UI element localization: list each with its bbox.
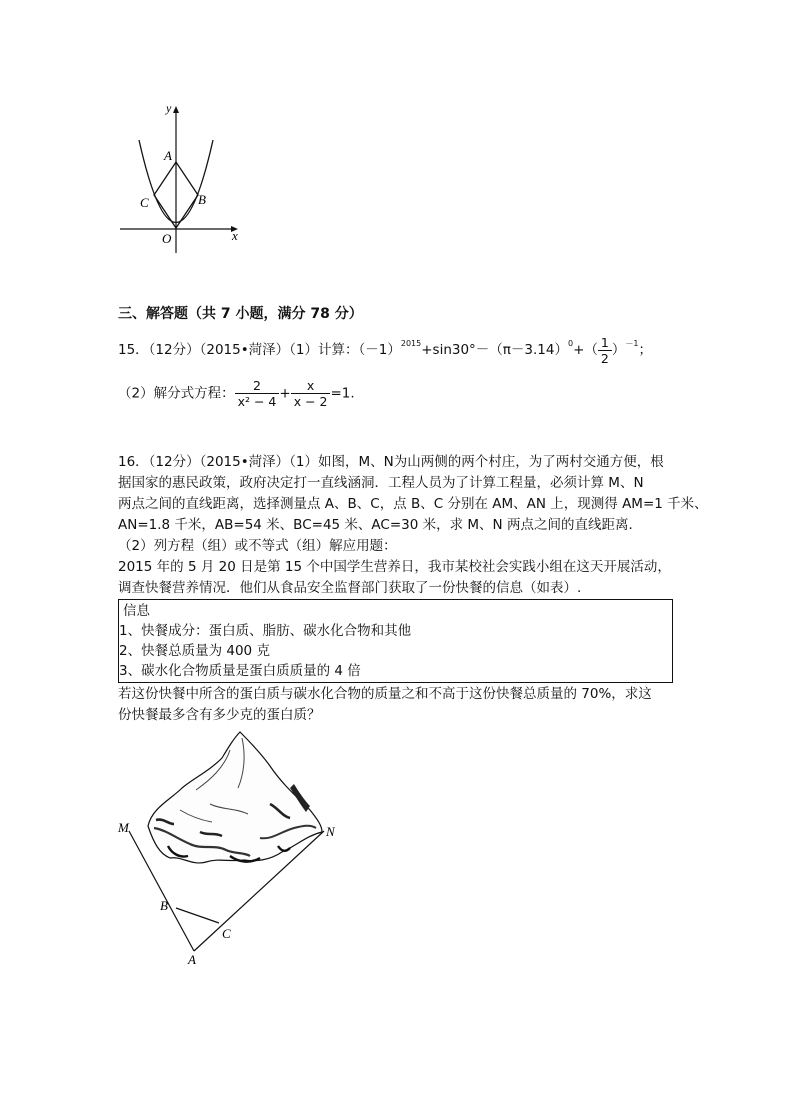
line-bc	[176, 908, 219, 923]
q16-line-4: AN=1.8 千米，AB=54 米、BC=45 米、AC=30 米，求 M、N 两点之间的直线距离．	[118, 517, 642, 533]
info-row-1: 1、快餐成分：蛋白质、脂肪、碳水化合物和其他	[119, 623, 412, 639]
q16-line-1: 16．（12分）（2015•菏泽）（1）如图，M、N为山两侧的两个村庄，为了两村交通方便，根	[118, 454, 664, 470]
q15-exp2: 0	[568, 339, 574, 348]
q16-line-5: （2）列方程（组）或不等式（组）解应用题：	[118, 538, 397, 554]
q16-line-2: 据国家的惠民政策，政府决定打一直线涵洞．工程人员为了计算工程量，必须计算 M、N	[118, 475, 644, 491]
q16-after-line-1: 若这份快餐中所含的蛋白质与碳水化合物的质量之和不高于这份快餐总质量的 70%，求这	[118, 686, 652, 702]
label-x: x	[232, 228, 238, 243]
label-y: y	[166, 101, 172, 115]
info-row-2: 2、快餐总质量为 400 克	[119, 643, 270, 659]
label-o: O	[162, 231, 172, 246]
mountain-outline	[148, 732, 322, 863]
q15-end: ；	[638, 342, 652, 358]
label-c-mountain: C	[222, 926, 231, 941]
fraction-2-den: x − 2	[291, 393, 331, 409]
q15-plus: +（	[573, 342, 598, 358]
parabola-figure	[112, 100, 252, 255]
section-title: 三、解答题（共 7 小题，满分 78 分）	[118, 306, 363, 322]
q15-part2	[118, 378, 355, 409]
mountain-figure	[110, 728, 350, 968]
label-m: M	[118, 820, 129, 835]
info-row-header: 信息	[123, 603, 150, 619]
q15-part2-prefix: （2）解分式方程：	[118, 385, 235, 402]
half-num: 1	[600, 334, 609, 350]
label-a: A	[164, 148, 172, 163]
q15-exp3: －1	[625, 339, 639, 348]
y-axis-arrow	[173, 106, 179, 113]
q16-line-6: 2015 年的 5 月 20 日是第 15 个中国学生营养日，我市某校社会实践小组在这天开展活动，	[118, 559, 671, 575]
fraction-1	[235, 378, 280, 409]
label-c: C	[140, 195, 149, 210]
q15-mid: +sin30°－（π－3.14）	[421, 342, 568, 358]
plus-sign: +	[279, 385, 291, 402]
q16-after-line-2: 份快餐最多含有多少克的蛋白质？	[118, 707, 321, 723]
fraction-1-num: 2	[253, 378, 261, 393]
fraction-2-num: x	[306, 378, 315, 393]
half-den: 2	[598, 350, 612, 366]
q15-prefix: 15．（12分）（2015•菏泽）（1）计算：（－1）	[118, 342, 401, 358]
fraction-1-den: x² − 4	[235, 393, 280, 409]
label-b: B	[198, 192, 206, 207]
info-row-3: 3、碳水化合物质量是蛋白质质量的 4 倍	[119, 663, 361, 679]
equation-end: =1.	[330, 385, 355, 402]
info-table	[118, 599, 673, 683]
label-a-mountain: A	[188, 952, 196, 967]
q15-close: ）	[611, 342, 626, 358]
half-fraction	[598, 335, 612, 366]
q15-line1	[118, 334, 652, 366]
q16-line-7: 调查快餐营养情况．他们从食品安全监督部门获取了一份快餐的信息（如表）.	[118, 580, 582, 596]
label-n: N	[326, 824, 335, 839]
q16-line-3: 两点之间的直线距离，选择测量点 A、B、C，点 B、C 分别在 AM、AN 上，现测得 AM=1 千米、	[118, 496, 708, 512]
fraction-2	[291, 378, 331, 409]
q15-exp1: 2015	[400, 339, 422, 348]
label-b-mountain: B	[160, 898, 168, 913]
